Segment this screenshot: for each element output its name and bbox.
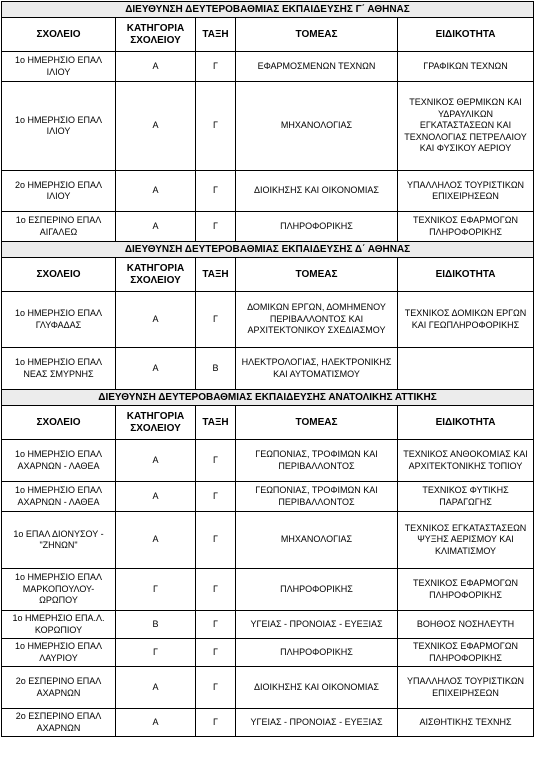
school-cell: 2ο ΗΜΕΡΗΣΙΟ ΕΠΑΛ ΙΛΙΟΥ — [2, 171, 116, 212]
school-cell: 1ο ΗΜΕΡΗΣΙΟ ΕΠΑΛ ΛΑΥΡΙΟΥ — [2, 639, 116, 667]
sector-cell: ΔΙΟΙΚΗΣΗΣ ΚΑΙ ΟΙΚΟΝΟΜΙΑΣ — [236, 667, 398, 709]
school-cell: 1ο ΗΜΕΡΗΣΙΟ ΕΠΑΛ ΙΛΙΟΥ — [2, 52, 116, 82]
specialty-cell: ΒΟΗΘΟΣ ΝΟΣΗΛΕΥΤΗ — [398, 611, 534, 639]
category-cell: Α — [116, 292, 196, 348]
header-class: ΤΑΞΗ — [196, 18, 236, 52]
header-school: ΣΧΟΛΕΙΟ — [2, 406, 116, 440]
school-cell: 1ο ΗΜΕΡΗΣΙΟ ΕΠΑΛ ΜΑΡΚΟΠΟΥΛΟΥ-ΩΡΩΠΟΥ — [2, 569, 116, 611]
school-cell: 1ο ΗΜΕΡΗΣΙΟ ΕΠΑΛ ΑΧΑΡΝΩΝ - ΛΑΘΕΑ — [2, 482, 116, 512]
table-row — [2, 52, 534, 82]
class-cell: Γ — [196, 569, 236, 611]
class-cell: Γ — [196, 639, 236, 667]
sector-cell: ΔΟΜΙΚΩΝ ΕΡΓΩΝ, ΔΟΜΗΜΕΝΟΥ ΠΕΡΙΒΑΛΛΟΝΤΟΣ ΚΑΙ ΑΡΧΙΤΕΚΤΟΝΙΚΟΥ ΣΧΕΔΙΑΣΜΟΥ — [236, 292, 398, 348]
category-cell: Α — [116, 440, 196, 482]
table-row — [2, 82, 534, 171]
table-row — [2, 212, 534, 242]
specialty-cell: ΤΕΧΝΙΚΟΣ ΔΟΜΙΚΩΝ ΕΡΓΩΝ ΚΑΙ ΓΕΩΠΛΗΡΟΦΟΡΙΚΗΣ — [398, 292, 534, 348]
header-category: ΚΑΤΗΓΟΡΙΑ ΣΧΟΛΕΙΟΥ — [116, 18, 196, 52]
category-cell: Α — [116, 171, 196, 212]
school-cell: 1ο ΗΜΕΡΗΣΙΟ ΕΠΑ.Λ. ΚΟΡΩΠΙΟΥ — [2, 611, 116, 639]
school-cell: 2ο ΕΣΠΕΡΙΝΟ ΕΠΑΛ ΑΧΑΡΝΩΝ — [2, 667, 116, 709]
header-sector: ΤΟΜΕΑΣ — [236, 258, 398, 292]
table-row — [2, 639, 534, 667]
header-row — [2, 258, 534, 292]
specialty-cell: ΤΕΧΝΙΚΟΣ ΕΦΑΡΜΟΓΩΝ ΠΛΗΡΟΦΟΡΙΚΗΣ — [398, 212, 534, 242]
class-cell: Γ — [196, 82, 236, 171]
sector-cell: ΠΛΗΡΟΦΟΡΙΚΗΣ — [236, 639, 398, 667]
school-cell: 1ο ΗΜΕΡΗΣΙΟ ΕΠΑΛ ΙΛΙΟΥ — [2, 82, 116, 171]
table-row — [2, 611, 534, 639]
header-school: ΣΧΟΛΕΙΟ — [2, 258, 116, 292]
header-row — [2, 18, 534, 52]
specialty-cell: ΤΕΧΝΙΚΟΣ ΑΝΘΟΚΟΜΙΑΣ ΚΑΙ ΑΡΧΙΤΕΚΤΟΝΙΚΗΣ ΤΟΠΙΟΥ — [398, 440, 534, 482]
category-cell: Α — [116, 348, 196, 390]
specialty-cell: ΑΙΣΘΗΤΙΚΗΣ ΤΕΧΝΗΣ — [398, 709, 534, 737]
table-row — [2, 292, 534, 348]
specialty-cell — [398, 348, 534, 390]
class-cell: Γ — [196, 482, 236, 512]
sector-cell: ΕΦΑΡΜΟΣΜΕΝΩΝ ΤΕΧΝΩΝ — [236, 52, 398, 82]
header-specialty: ΕΙΔΙΚΟΤΗΤΑ — [398, 406, 534, 440]
sector-cell: ΜΗΧΑΝΟΛΟΓΙΑΣ — [236, 512, 398, 569]
header-school: ΣΧΟΛΕΙΟ — [2, 18, 116, 52]
sector-cell: ΓΕΩΠΟΝΙΑΣ, ΤΡΟΦΙΜΩΝ ΚΑΙ ΠΕΡΙΒΑΛΛΟΝΤΟΣ — [236, 482, 398, 512]
specialty-cell: ΤΕΧΝΙΚΟΣ ΦΥΤΙΚΗΣ ΠΑΡΑΓΩΓΗΣ — [398, 482, 534, 512]
specialty-cell: ΤΕΧΝΙΚΟΣ ΘΕΡΜΙΚΩΝ ΚΑΙ ΥΔΡΑΥΛΙΚΩΝ ΕΓΚΑΤΑΣΤΑΣΕΩΝ ΚΑΙ ΤΕΧΝΟΛΟΓΙΑΣ ΠΕΤΡΕΛΑΙΟΥ ΚΑΙ ΦΥΣΙΚΟΥ ΑΕΡΙΟΥ — [398, 82, 534, 171]
category-cell: Α — [116, 667, 196, 709]
section-title: ΔΙΕΥΘΥΝΣΗ ΔΕΥΤΕΡΟΒΑΘΜΙΑΣ ΕΚΠΑΙΔΕΥΣΗΣ Δ΄ ΑΘΗΝΑΣ — [2, 242, 534, 258]
sector-cell: ΥΓΕΙΑΣ - ΠΡΟΝΟΙΑΣ - ΕΥΕΞΙΑΣ — [236, 611, 398, 639]
specialty-cell: ΓΡΑΦΙΚΩΝ ΤΕΧΝΩΝ — [398, 52, 534, 82]
class-cell: Γ — [196, 52, 236, 82]
class-cell: Β — [196, 348, 236, 390]
class-cell: Γ — [196, 512, 236, 569]
category-cell: Α — [116, 512, 196, 569]
specialty-cell: ΤΕΧΝΙΚΟΣ ΕΓΚΑΤΑΣΤΑΣΕΩΝ ΨΥΞΗΣ ΑΕΡΙΣΜΟΥ ΚΑΙ ΚΛΙΜΑΤΙΣΜΟΥ — [398, 512, 534, 569]
header-category: ΚΑΤΗΓΟΡΙΑ ΣΧΟΛΕΙΟΥ — [116, 406, 196, 440]
table-row — [2, 482, 534, 512]
sector-cell: ΜΗΧΑΝΟΛΟΓΙΑΣ — [236, 82, 398, 171]
category-cell: Β — [116, 611, 196, 639]
sector-cell: ΔΙΟΙΚΗΣΗΣ ΚΑΙ ΟΙΚΟΝΟΜΙΑΣ — [236, 171, 398, 212]
section-title: ΔΙΕΥΘΥΝΣΗ ΔΕΥΤΕΡΟΒΑΘΜΙΑΣ ΕΚΠΑΙΔΕΥΣΗΣ ΑΝΑΤΟΛΙΚΗΣ ΑΤΤΙΚΗΣ — [2, 390, 534, 406]
table-row — [2, 569, 534, 611]
table-row — [2, 667, 534, 709]
category-cell: Α — [116, 82, 196, 171]
category-cell: Α — [116, 482, 196, 512]
class-cell: Γ — [196, 440, 236, 482]
category-cell: Α — [116, 709, 196, 737]
table-row — [2, 709, 534, 737]
sector-cell: ΠΛΗΡΟΦΟΡΙΚΗΣ — [236, 212, 398, 242]
class-cell: Γ — [196, 171, 236, 212]
class-cell: Γ — [196, 611, 236, 639]
header-category: ΚΑΤΗΓΟΡΙΑ ΣΧΟΛΕΙΟΥ — [116, 258, 196, 292]
table-row — [2, 171, 534, 212]
class-cell: Γ — [196, 709, 236, 737]
sector-cell: ΗΛΕΚΤΡΟΛΟΓΙΑΣ, ΗΛΕΚΤΡΟΝΙΚΗΣ ΚΑΙ ΑΥΤΟΜΑΤΙΣΜΟΥ — [236, 348, 398, 390]
category-cell: Α — [116, 52, 196, 82]
table-row — [2, 440, 534, 482]
specialty-cell: ΥΠΑΛΛΗΛΟΣ ΤΟΥΡΙΣΤΙΚΩΝ ΕΠΙΧΕΙΡΗΣΕΩΝ — [398, 171, 534, 212]
header-class: ΤΑΞΗ — [196, 406, 236, 440]
header-row — [2, 406, 534, 440]
header-sector: ΤΟΜΕΑΣ — [236, 18, 398, 52]
school-cell: 1ο ΗΜΕΡΗΣΙΟ ΕΠΑΛ ΓΛΥΦΑΔΑΣ — [2, 292, 116, 348]
section-title: ΔΙΕΥΘΥΝΣΗ ΔΕΥΤΕΡΟΒΑΘΜΙΑΣ ΕΚΠΑΙΔΕΥΣΗΣ Γ΄ ΑΘΗΝΑΣ — [2, 2, 534, 18]
sector-cell: ΠΛΗΡΟΦΟΡΙΚΗΣ — [236, 569, 398, 611]
header-specialty: ΕΙΔΙΚΟΤΗΤΑ — [398, 18, 534, 52]
sector-cell: ΥΓΕΙΑΣ - ΠΡΟΝΟΙΑΣ - ΕΥΕΞΙΑΣ — [236, 709, 398, 737]
school-cell: 1ο ΗΜΕΡΗΣΙΟ ΕΠΑΛ ΝΕΑΣ ΣΜΥΡΝΗΣ — [2, 348, 116, 390]
sector-cell: ΓΕΩΠΟΝΙΑΣ, ΤΡΟΦΙΜΩΝ ΚΑΙ ΠΕΡΙΒΑΛΛΟΝΤΟΣ — [236, 440, 398, 482]
table-row — [2, 348, 534, 390]
specialty-cell: ΤΕΧΝΙΚΟΣ ΕΦΑΡΜΟΓΩΝ ΠΛΗΡΟΦΟΡΙΚΗΣ — [398, 639, 534, 667]
specialty-cell: ΤΕΧΝΙΚΟΣ ΕΦΑΡΜΟΓΩΝ ΠΛΗΡΟΦΟΡΙΚΗΣ — [398, 569, 534, 611]
school-cell: 2ο ΕΣΠΕΡΙΝΟ ΕΠΑΛ ΑΧΑΡΝΩΝ — [2, 709, 116, 737]
class-cell: Γ — [196, 212, 236, 242]
header-specialty: ΕΙΔΙΚΟΤΗΤΑ — [398, 258, 534, 292]
school-cell: 1ο ΕΠΑΛ ΔΙΟΝΥΣΟΥ - "ΖΗΝΩΝ" — [2, 512, 116, 569]
class-cell: Γ — [196, 667, 236, 709]
header-class: ΤΑΞΗ — [196, 258, 236, 292]
category-cell: Γ — [116, 569, 196, 611]
class-cell: Γ — [196, 292, 236, 348]
header-sector: ΤΟΜΕΑΣ — [236, 406, 398, 440]
table-row — [2, 512, 534, 569]
school-cell: 1ο ΗΜΕΡΗΣΙΟ ΕΠΑΛ ΑΧΑΡΝΩΝ - ΛΑΘΕΑ — [2, 440, 116, 482]
specialty-cell: ΥΠΑΛΛΗΛΟΣ ΤΟΥΡΙΣΤΙΚΩΝ ΕΠΙΧΕΙΡΗΣΕΩΝ — [398, 667, 534, 709]
schools-table — [1, 1, 534, 737]
category-cell: Α — [116, 212, 196, 242]
school-cell: 1ο ΕΣΠΕΡΙΝΟ ΕΠΑΛ ΑΙΓΑΛΕΩ — [2, 212, 116, 242]
category-cell: Γ — [116, 639, 196, 667]
